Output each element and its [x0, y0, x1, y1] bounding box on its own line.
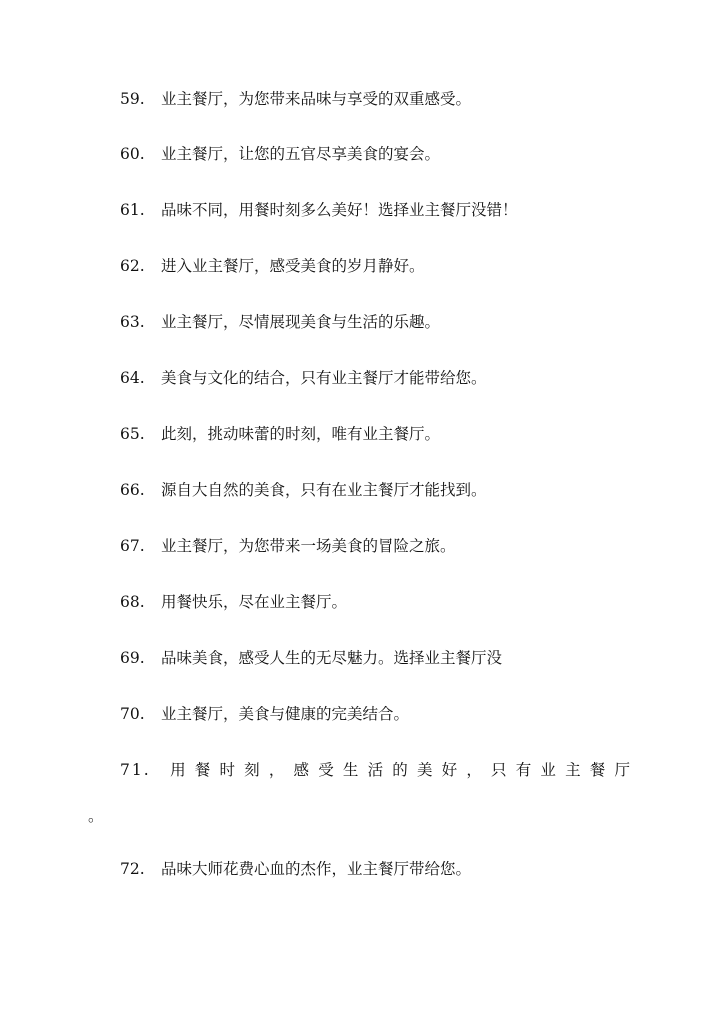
list-item	[120, 703, 640, 725]
item-text: 业主餐厅，为您带来一场美食的冒险之旅。	[160, 537, 456, 555]
list-item	[120, 143, 640, 165]
list-item	[120, 423, 640, 445]
item-number: 66.	[120, 481, 145, 499]
item-number: 68.	[120, 593, 145, 611]
item-text: 品味美食，感受人生的无尽魅力。选择业主餐厅没	[160, 649, 502, 667]
list-item	[120, 858, 640, 880]
list-item	[120, 88, 640, 110]
item-text: 此刻，挑动味蕾的时刻，唯有业主餐厅。	[160, 425, 440, 443]
item-number: 70.	[120, 705, 145, 723]
item-number: 65.	[120, 425, 145, 443]
list-item	[120, 647, 640, 669]
item-text: 业主餐厅，让您的五官尽享美食的宴会。	[160, 145, 440, 163]
item-text: 用餐快乐，尽在业主餐厅。	[160, 593, 347, 611]
item-number: 59.	[120, 90, 145, 108]
item-number: 60.	[120, 145, 145, 163]
item-text: 业主餐厅，为您带来品味与享受的双重感受。	[160, 90, 471, 108]
item-number: 69.	[120, 649, 145, 667]
item-number: 63.	[120, 313, 145, 331]
item-number: 71.	[120, 761, 151, 779]
item-text: 业主餐厅，美食与健康的完美结合。	[160, 705, 409, 723]
list-item	[120, 199, 640, 221]
list-item	[120, 311, 640, 333]
item-text: 进入业主餐厅，感受美食的岁月静好。	[160, 257, 425, 275]
list-item	[120, 591, 640, 613]
list-item	[120, 255, 640, 277]
item-number: 64.	[120, 369, 145, 387]
item-number: 62.	[120, 257, 145, 275]
item-text: 源自大自然的美食，只有在业主餐厅才能找到。	[160, 481, 487, 499]
item-text: 用餐时刻，感受生活的美好，只有业主餐厅	[170, 761, 632, 779]
list-item	[120, 535, 640, 557]
list-item	[120, 367, 640, 389]
item-text: 品味大师花费心血的杰作，业主餐厅带给您。	[160, 860, 471, 878]
item-text-continuation: 。	[88, 807, 104, 825]
item-number: 67.	[120, 537, 145, 555]
item-text: 美食与文化的结合，只有业主餐厅才能带给您。	[160, 369, 487, 387]
item-text: 品味不同，用餐时刻多么美好！选择业主餐厅没错！	[160, 201, 518, 219]
list-item	[120, 759, 632, 781]
item-text: 业主餐厅，尽情展现美食与生活的乐趣。	[160, 313, 440, 331]
item-number: 61.	[120, 201, 145, 219]
item-number: 72.	[120, 860, 145, 878]
list-item	[120, 479, 640, 501]
